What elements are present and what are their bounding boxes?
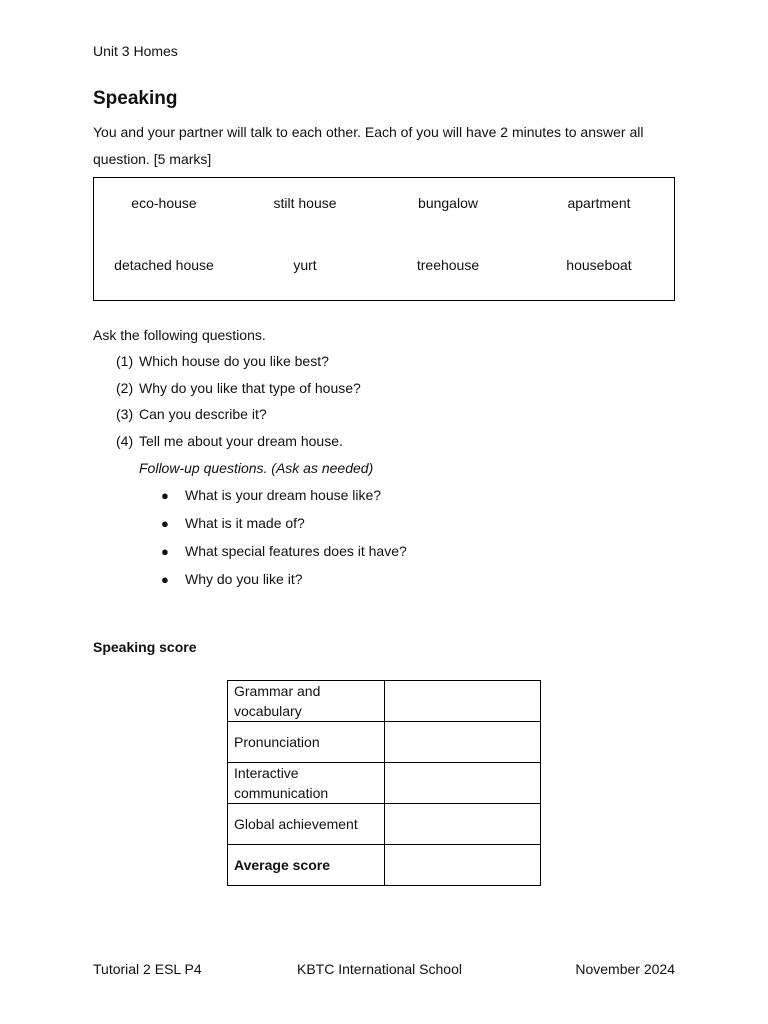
vocab-word: stilt house <box>273 195 337 211</box>
question-number: (2) <box>116 379 134 396</box>
question-number: (4) <box>116 432 134 449</box>
followup-text: Why do you like it? <box>185 571 303 587</box>
followup-heading: Follow-up questions. (Ask as needed) <box>139 460 374 476</box>
followup-item <box>161 571 407 599</box>
score-cell <box>385 763 541 804</box>
question-item <box>116 353 361 380</box>
followup-item <box>161 487 407 515</box>
bullet-icon: ● <box>161 516 169 531</box>
question-number: (3) <box>116 406 134 422</box>
question-item <box>116 433 361 460</box>
score-cell <box>385 845 541 886</box>
vocabulary-box <box>93 177 675 301</box>
vocab-word: apartment <box>567 195 631 211</box>
question-text: Tell me about your dream house. <box>139 432 343 449</box>
followup-list <box>161 487 407 599</box>
score-row <box>228 722 541 763</box>
score-row <box>228 763 541 804</box>
score-criterion: Pronunciation <box>228 722 385 763</box>
vocab-word: detached house <box>114 257 214 273</box>
vocab-word: houseboat <box>566 257 632 273</box>
vocab-word: eco-house <box>131 195 197 211</box>
score-row <box>228 681 541 722</box>
instructions: You and your partner will talk to each other. Each of you will have 2 minutes to answer all question. [5 marks] <box>93 124 644 167</box>
question-list <box>116 353 361 459</box>
unit-header: Unit 3 Homes <box>93 43 178 59</box>
bullet-icon: ● <box>161 572 169 587</box>
score-cell <box>385 722 541 763</box>
question-text: Which house do you like best? <box>139 353 329 369</box>
footer-school: KBTC International School <box>297 961 462 977</box>
score-criterion: Global achievement <box>228 804 385 845</box>
question-text: Why do you like that type of house? <box>139 379 361 396</box>
question-item <box>116 380 361 407</box>
bullet-icon: ● <box>161 488 169 503</box>
vocab-word: yurt <box>293 257 317 273</box>
score-criterion: Interactive communication <box>228 763 385 804</box>
followup-text: What special features does it have? <box>185 543 407 559</box>
section-title: Speaking <box>93 88 178 109</box>
score-criterion: Grammar and vocabulary <box>228 681 385 722</box>
footer-date: November 2024 <box>575 961 675 977</box>
vocab-word: treehouse <box>416 257 480 273</box>
score-row-average <box>228 845 541 886</box>
question-item <box>116 406 361 433</box>
score-heading: Speaking score <box>93 639 197 655</box>
followup-item <box>161 515 407 543</box>
score-table <box>227 680 541 886</box>
footer-course: Tutorial 2 ESL P4 <box>93 961 202 977</box>
question-number: (1) <box>116 353 134 369</box>
score-row <box>228 804 541 845</box>
question-text: Can you describe it? <box>139 406 267 422</box>
score-cell <box>385 681 541 722</box>
score-cell <box>385 804 541 845</box>
score-criterion: Average score <box>228 845 385 886</box>
followup-item <box>161 543 407 571</box>
vocabulary-row <box>94 257 674 277</box>
followup-text: What is it made of? <box>185 515 305 531</box>
vocabulary-row <box>94 195 674 215</box>
bullet-icon: ● <box>161 544 169 559</box>
vocab-word: bungalow <box>418 195 478 211</box>
questions-intro: Ask the following questions. <box>93 327 266 343</box>
followup-text: What is your dream house like? <box>185 487 382 503</box>
